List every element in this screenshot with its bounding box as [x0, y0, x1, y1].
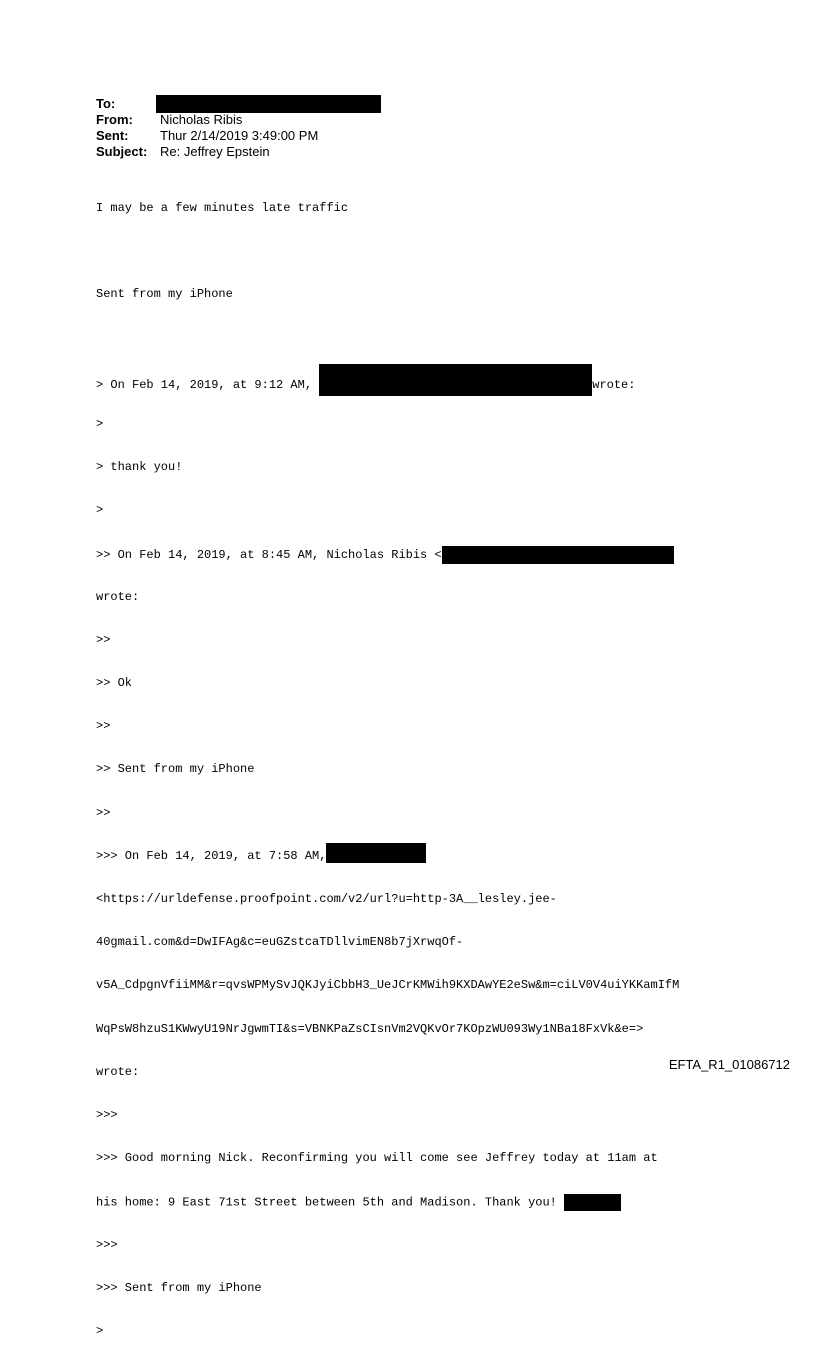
quote-line: >> Sent from my iPhone	[96, 762, 255, 777]
subject-value: Re: Jeffrey Epstein	[160, 144, 270, 159]
url-line: 40gmail.com&d=DwIFAg&c=euGZstcaTDllvimEN8b7jXrwqOf-	[96, 935, 464, 950]
quote-line: >>	[96, 632, 111, 647]
email-header	[96, 96, 381, 160]
quote-line: >>	[96, 719, 111, 734]
quote-line	[96, 374, 679, 392]
redaction-box	[319, 364, 592, 396]
quote-line: >>> Sent from my iPhone	[96, 1280, 262, 1295]
redaction-box	[156, 95, 381, 113]
url-line: v5A_CdpgnVfiiMM&r=qvsWPMySvJQKJyiCbbH3_UeJCrKMWih9KXDAwYE2eSw&m=ciLV0V4uiYKKamIfM	[96, 978, 680, 993]
subject-row	[96, 144, 381, 160]
quote-text: his home: 9 East 71st Street between 5th and Madison. Thank you!	[96, 1196, 557, 1211]
from-label: From:	[96, 112, 133, 127]
subject-label: Subject:	[96, 144, 148, 159]
url-line: WqPsW8hzuS1KWwyU19NrJgwmTI&s=VBNKPaZsCIsnVm2VQKvOr7KOpzWU093Wy1NBa18FxVk&e=>	[96, 1021, 644, 1036]
quote-text: wrote:	[592, 377, 636, 392]
sent-value: Thur 2/14/2019 3:49:00 PM	[160, 128, 319, 143]
quote-line: >	[96, 503, 104, 518]
quote-line: >>> Good morning Nick. Reconfirming you will come see Jeffrey today at 11am at	[96, 1151, 658, 1166]
quote-text: >>> On Feb 14, 2019, at 7:58 AM,	[96, 849, 327, 864]
quote-line: wrote:	[96, 589, 140, 604]
url-line: <https://urldefense.proofpoint.com/v2/url?u=http-3A__lesley.jee-	[96, 892, 557, 907]
quote-line: >	[96, 1324, 104, 1339]
email-body	[96, 172, 679, 1353]
quote-line: >	[96, 416, 104, 431]
redaction-box	[326, 843, 426, 863]
from-value: Nicholas Ribis	[160, 112, 243, 127]
body-line: I may be a few minutes late traffic	[96, 200, 349, 215]
quote-line: >>>	[96, 1108, 118, 1123]
quote-text: > On Feb 14, 2019, at 9:12 AM,	[96, 377, 313, 392]
from-row	[96, 112, 381, 128]
sent-label: Sent:	[96, 128, 129, 143]
redaction-box	[442, 546, 674, 564]
to-label: To:	[96, 96, 116, 111]
quote-line: >>>	[96, 1237, 118, 1252]
quote-line: >>	[96, 805, 111, 820]
redaction-box	[564, 1194, 621, 1211]
quote-line: > thank you!	[96, 460, 183, 475]
body-line: Sent from my iPhone	[96, 287, 233, 302]
quote-line: wrote:	[96, 1064, 140, 1079]
quote-line	[96, 849, 679, 863]
quote-text: >> On Feb 14, 2019, at 8:45 AM, Nicholas Ribis <	[96, 548, 442, 563]
quote-line: >> Ok	[96, 676, 133, 691]
quote-line	[96, 1194, 679, 1211]
quote-line	[96, 546, 679, 563]
to-row	[96, 96, 381, 112]
sent-row	[96, 128, 381, 144]
document-id: EFTA_R1_01086712	[668, 1057, 790, 1072]
